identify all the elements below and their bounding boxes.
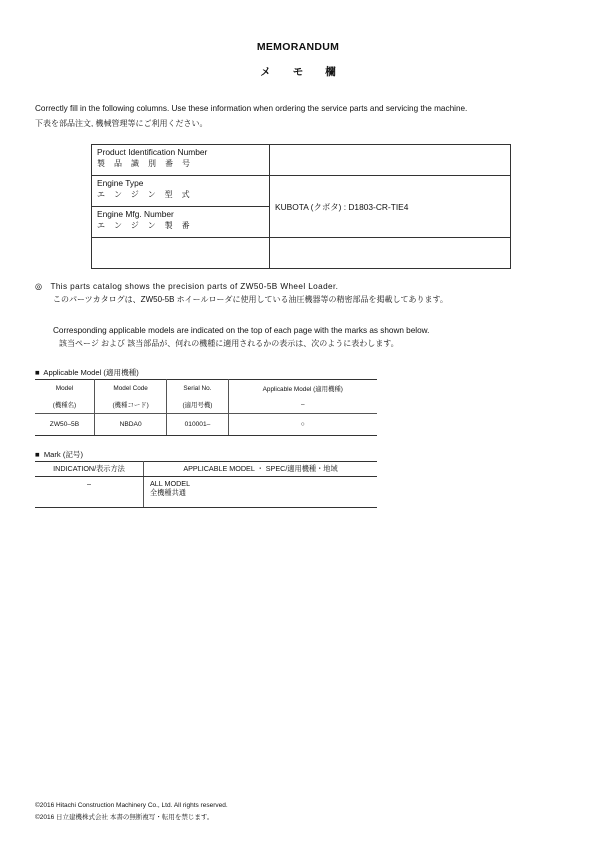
engine-type-value: KUBOTA (クボタ) : D1803-CR-TIE4 [270,176,511,238]
col-subheader: (機種名) [35,396,94,414]
table-row [92,145,511,176]
applicable-mark-cell: ○ [228,414,377,436]
serial-cell: 010001– [167,414,228,436]
applicable-model-table [35,379,377,436]
blank-value[interactable] [270,238,511,269]
col-subheader: (機種コード) [94,396,166,414]
col-header: APPLICABLE MODEL ・ SPEC/適用機種・地域 [144,462,378,477]
table-row [92,176,511,207]
label-jp: 製品識別番号 [97,159,199,168]
copyright-jp: ©2016 日立建機株式会社 本書の無断複写・転用を禁じます。 [35,814,214,821]
table-row [92,238,511,269]
note-catalog [35,280,448,306]
page-title: MEMORANDUM [256,41,340,53]
label-en: Product Identification Number [97,147,208,157]
copyright-en: ©2016 Hitachi Construction Machinery Co., Ltd. All rights reserved. [35,802,228,809]
section-title: Applicable Model (適用機種) [43,368,139,377]
col-subheader: (適用号機) [167,396,228,414]
table-row [35,477,377,508]
col-subheader: – [300,401,305,408]
all-model-jp: 全機種共通 [150,488,186,497]
page-title-jp: メモ欄 [260,66,358,78]
col-header: Serial No. [167,380,228,397]
table-subheader-row [35,396,377,414]
label-en: Engine Mfg. Number [97,209,174,219]
section-title: Mark (記号) [43,450,84,459]
double-circle-icon: ◎ [35,282,43,291]
engine-mfg-label [92,207,270,238]
blank-label[interactable] [92,238,270,269]
col-header: Model Code [94,380,166,397]
table-header-row [35,380,377,397]
square-bullet-icon: ■ [35,368,40,377]
intro-text-en: Correctly fill in the following columns. Use these information when ordering the service parts and servicing the machine. [35,104,468,113]
section-heading-mark [35,449,83,460]
section-heading-applicable-model [35,367,139,378]
model-code-cell: NBDA0 [94,414,166,436]
col-header: Applicable Model (適用機種) [228,380,377,397]
note-applicable [35,324,429,350]
note1-en: This parts catalog shows the precision parts of ZW50-5B Wheel Loader. [50,282,339,291]
label-jp: エンジン型式 [97,190,199,199]
applicable-model-cell [144,477,378,508]
product-id-table [91,144,511,269]
col-header: INDICATION/表示方法 [35,462,144,477]
mark-table [35,461,377,508]
table-header-row [35,462,377,477]
label-jp: エンジン製番 [97,221,199,230]
engine-type-label [92,176,270,207]
note2-jp: 該当ページ および 該当部品が、何れの機種に適用されるかの表示は、次のように表わします。 [59,339,399,348]
indication-cell: – [35,477,144,508]
product-id-label [92,145,270,176]
square-bullet-icon: ■ [35,450,40,459]
label-en: Engine Type [97,178,144,188]
all-model-en: ALL MODEL [150,479,191,488]
col-header: Model [35,380,94,397]
note1-jp: このパーツカタログは、ZW50-5B ホイールローダに使用している油圧機器等の精密部品を掲載してあります。 [53,295,448,304]
intro-text-jp: 下表を部品注文, 機械管理等にご利用ください。 [35,119,208,128]
table-row [35,414,377,436]
product-id-value[interactable] [270,145,511,176]
note2-en: Corresponding applicable models are indicated on the top of each page with the marks as shown below. [53,326,430,335]
model-cell: ZW50–5B [35,414,94,436]
